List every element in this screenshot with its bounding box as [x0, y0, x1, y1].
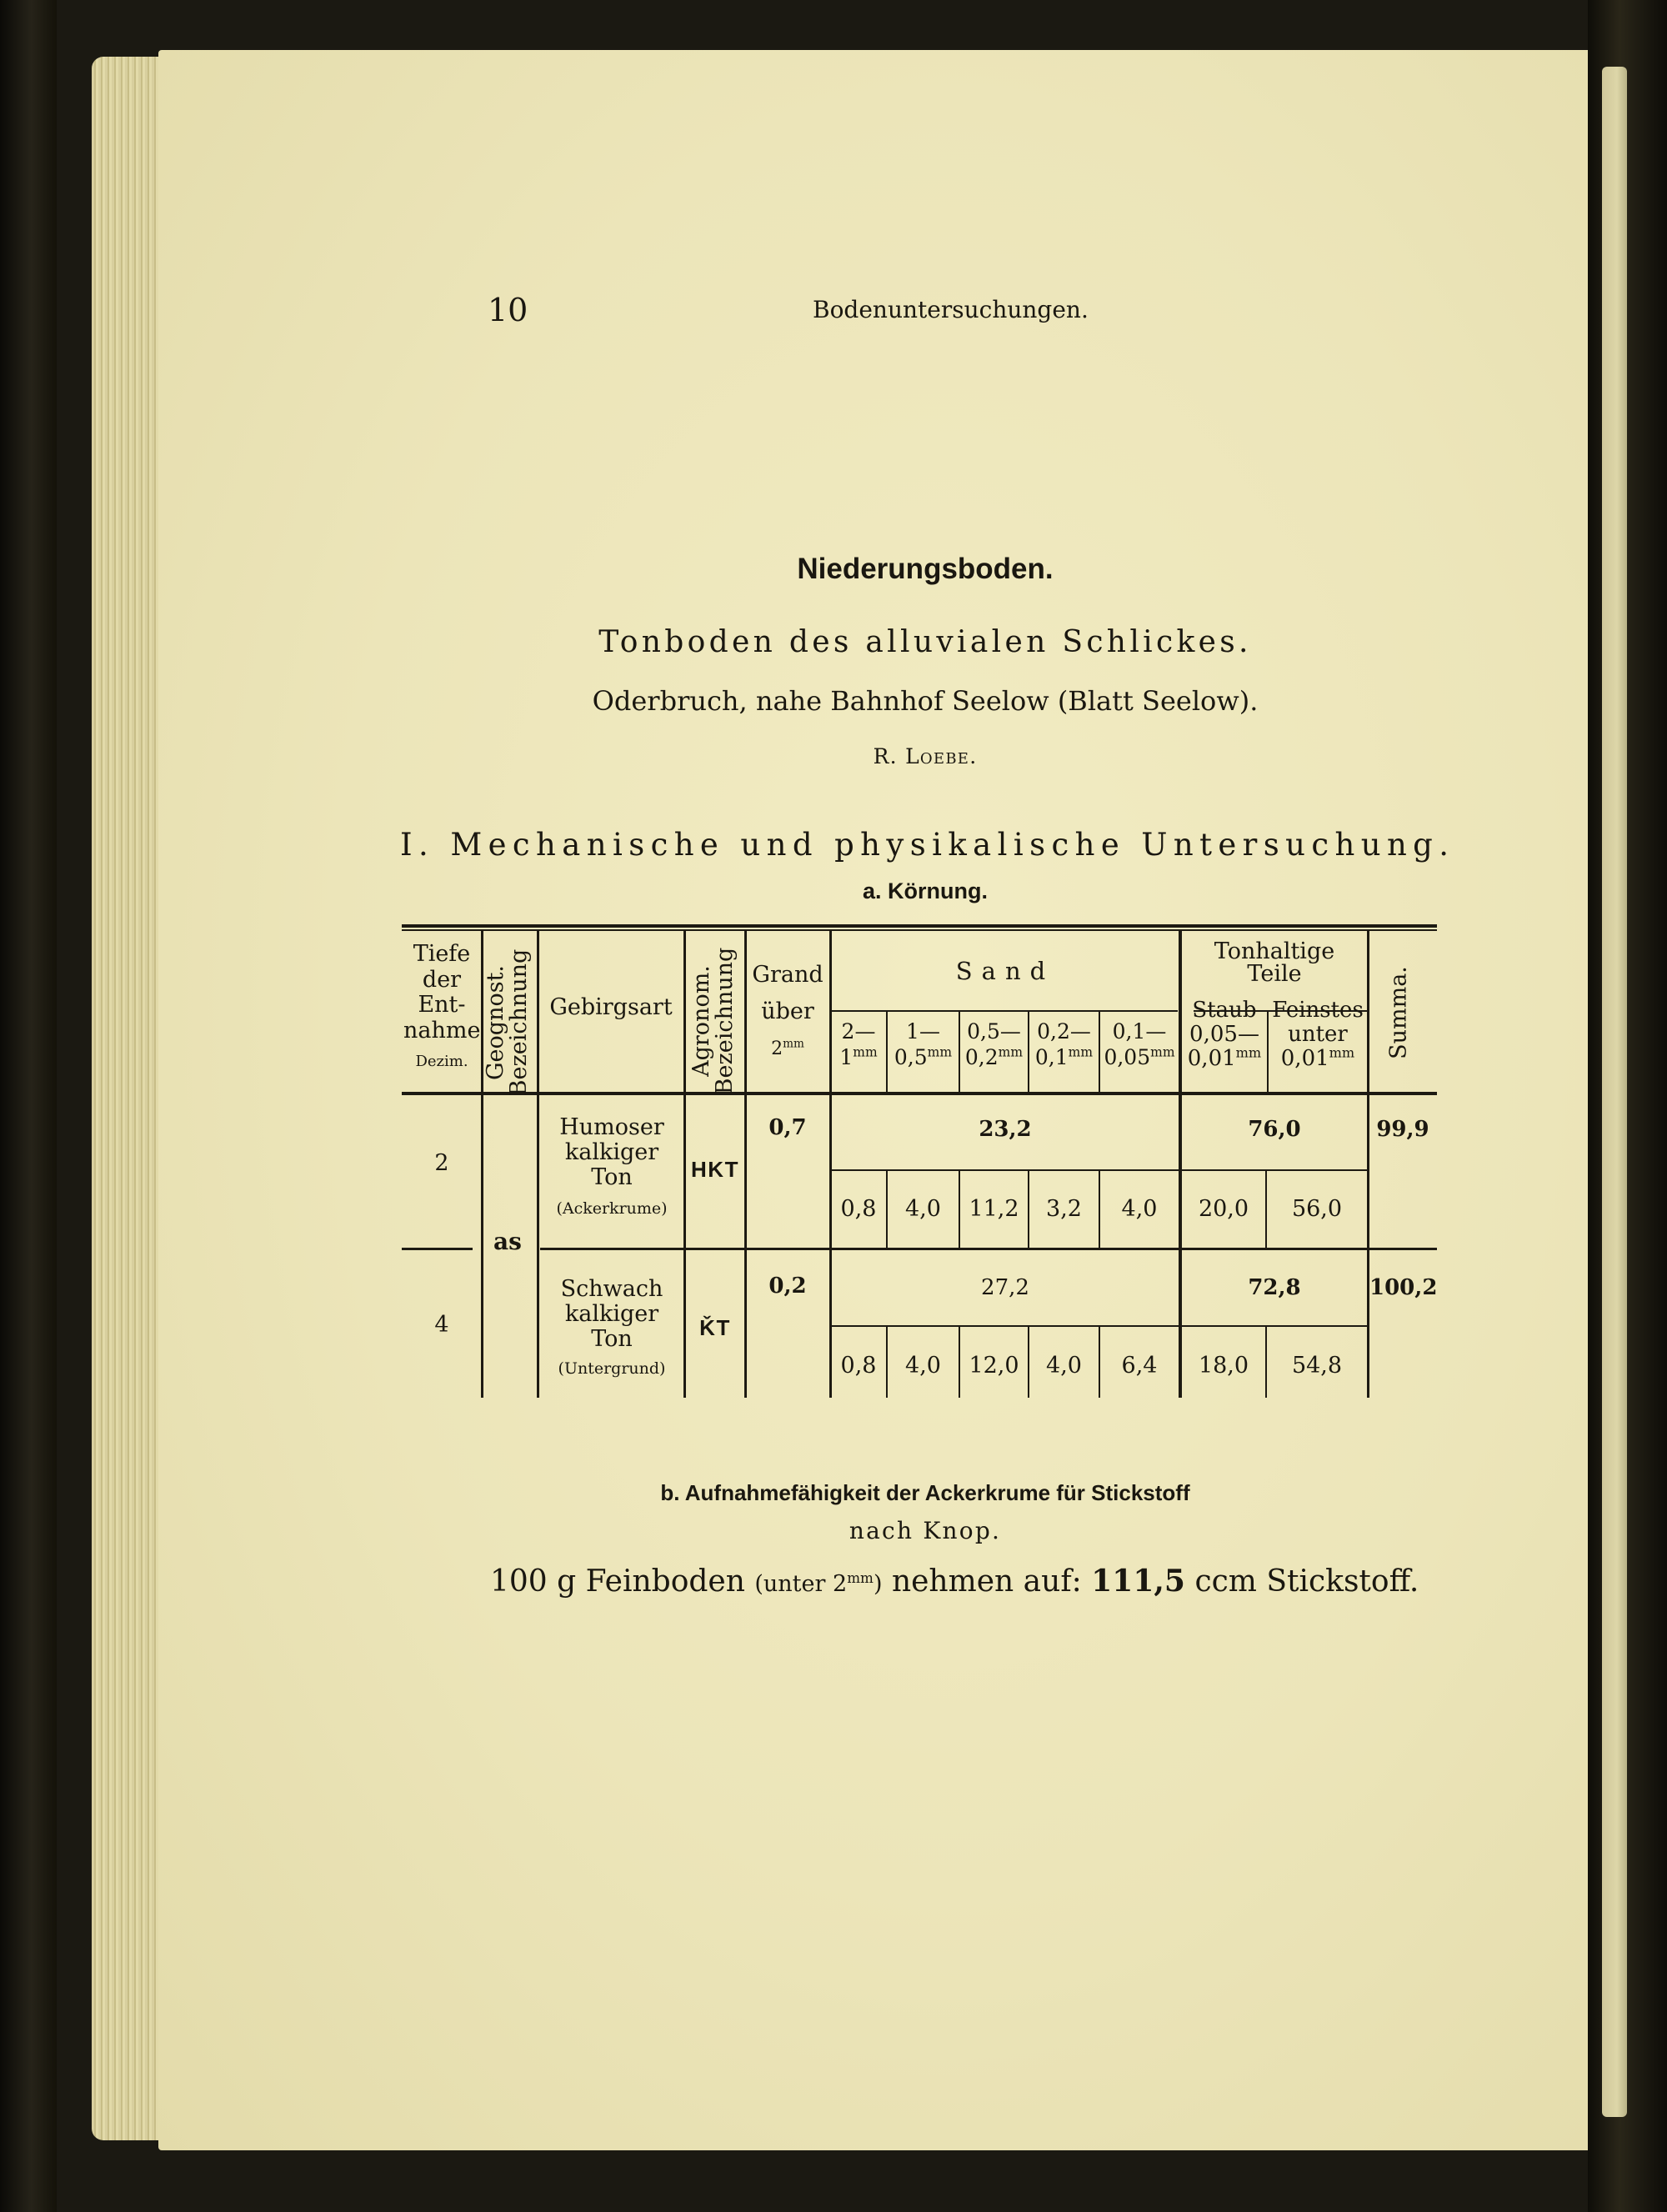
- row-1-sand-05-02: 11,2: [969, 1196, 1019, 1222]
- row-2-ton-total: 72,8: [1248, 1275, 1301, 1300]
- author: R. Loebe.: [873, 744, 978, 768]
- title: Niederungsboden.: [797, 553, 1054, 585]
- row-1-sand-02-01: 3,2: [1046, 1196, 1082, 1222]
- header-sand-05-02: 0,5— $0,2^{mm}$: [964, 1019, 1024, 1070]
- row-1-agronom: HKT: [690, 1157, 740, 1182]
- row-1-sand-01-005: 4,0: [1121, 1196, 1158, 1222]
- header-agronom: Agronom. Bezeichnung: [688, 947, 738, 1095]
- book-binding-right: [1588, 0, 1667, 2212]
- header-feinstes: Feinstes unter $0,01^{mm}$: [1272, 998, 1364, 1072]
- section-title: I. Mechanische und physikalische Untersuchung.: [400, 827, 1455, 863]
- row-1-gebirgsart-note: (Ackerkrume): [556, 1199, 668, 1218]
- subtitle: Tonboden des alluvialen Schlickes.: [598, 625, 1252, 659]
- row-2-sand-01-005: 6,4: [1121, 1353, 1158, 1379]
- row-1-tiefe: 2: [434, 1150, 449, 1176]
- subsection-a-title: a. Körnung.: [863, 878, 988, 903]
- facing-page-edge: [1602, 67, 1627, 2117]
- nitrogen-value: 111,5: [1091, 1564, 1185, 1599]
- row-2-feinstes: 54,8: [1291, 1353, 1343, 1379]
- row-2-tiefe: 4: [434, 1312, 449, 1338]
- subsection-b-method: nach Knop.: [849, 1517, 1002, 1544]
- row-2-agronom: ǨT: [699, 1315, 731, 1340]
- row-2-staub: 18,0: [1198, 1353, 1249, 1379]
- page-number: 10: [488, 292, 528, 328]
- row-2-sand-1-05: 4,0: [905, 1353, 941, 1379]
- row-2-sand-2-1: 0,8: [840, 1353, 877, 1379]
- row-1-staub: 20,0: [1198, 1196, 1249, 1222]
- row-2-gebirgsart: Schwach kalkiger Ton: [560, 1276, 663, 1353]
- header-tonhaltige: Tonhaltige Teile: [1214, 938, 1335, 987]
- location: Oderbruch, nahe Bahnhof Seelow (Blatt Seelow).: [592, 685, 1259, 717]
- book-page: [158, 50, 1588, 2150]
- running-title: Bodenuntersuchungen.: [813, 296, 1089, 323]
- header-sand-02-01: 0,2— $0,1^{mm}$: [1034, 1019, 1094, 1070]
- row-1-sand-total: 23,2: [979, 1117, 1032, 1142]
- row-1-feinstes: 56,0: [1291, 1196, 1343, 1222]
- subsection-b-title: b. Aufnahmefähigkeit der Ackerkrume für Stickstoff: [660, 1480, 1190, 1505]
- row-1-ton-total: 76,0: [1248, 1117, 1301, 1142]
- book-binding-left: [0, 0, 57, 2212]
- header-sand-01-005: 0,1— $0,05^{mm}$: [1104, 1019, 1175, 1070]
- row-2-gebirgsart-note: (Untergrund): [558, 1359, 666, 1378]
- row-2-grand: 0,2: [768, 1274, 807, 1299]
- header-staub: Staub 0,05— $0,01^{mm}$: [1187, 998, 1262, 1072]
- row-1-sand-1-05: 4,0: [905, 1196, 941, 1222]
- header-gebirgsart: Gebirgsart: [549, 994, 673, 1020]
- header-geognost: Geognost. Bezeichnung: [483, 948, 533, 1097]
- row-2-summa: 100,2: [1369, 1275, 1438, 1300]
- header-summa: Summa.: [1385, 966, 1412, 1059]
- row-1-summa: 99,9: [1376, 1117, 1429, 1142]
- header-tiefe: Tiefe der Ent- nahme: [403, 941, 481, 1043]
- header-sand-2-1: 2— $1^{mm}$: [839, 1019, 878, 1070]
- geognost-value: as: [493, 1228, 522, 1255]
- row-1-sand-2-1: 0,8: [840, 1196, 877, 1222]
- row-1-gebirgsart: Humoser kalkiger Ton: [559, 1114, 664, 1191]
- nitrogen-statement: 100 g Feinboden (unter $2^{mm}$) nehmen auf: 111,5 ccm Stickstoff.: [490, 1564, 1419, 1599]
- header-tiefe-unit: Dezim.: [415, 1053, 468, 1070]
- row-1-grand: 0,7: [768, 1115, 807, 1140]
- header-grand: Grand über $2^{mm}$: [752, 962, 823, 1060]
- header-sand: Sand: [955, 957, 1055, 985]
- row-2-sand-05-02: 12,0: [969, 1353, 1019, 1379]
- header-sand-1-05: 1— $0,5^{mm}$: [894, 1019, 953, 1070]
- row-2-sand-02-01: 4,0: [1046, 1353, 1082, 1379]
- row-2-sand-total: 27,2: [981, 1275, 1029, 1300]
